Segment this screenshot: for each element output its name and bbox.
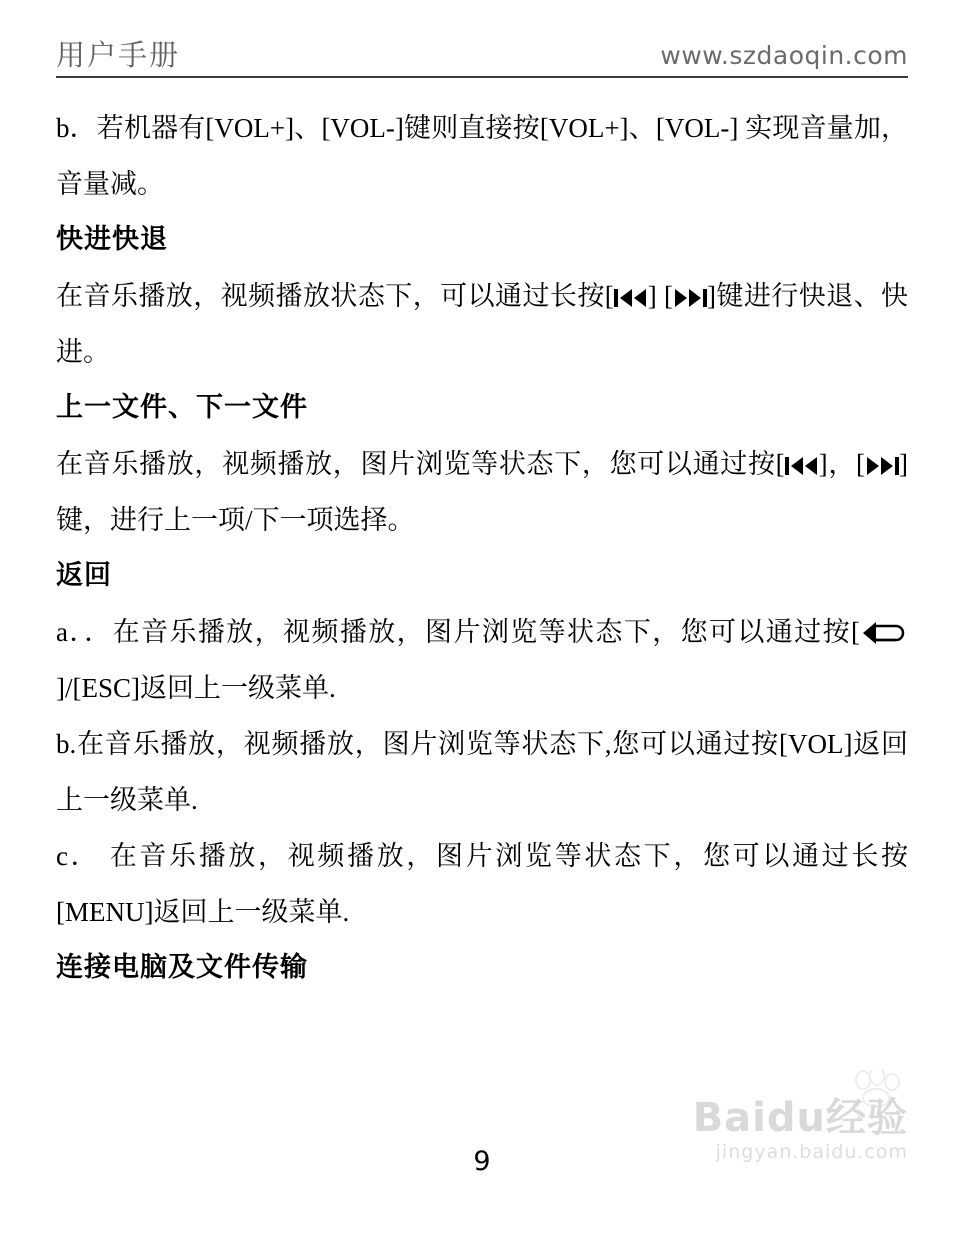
paragraph-text-before: a．．在音乐播放，视频播放，图片浏览等状态下，您可以通过按 [56,617,851,647]
next-track-icon [865,456,899,476]
previous-track-icon [785,456,819,476]
page-header-title: 用户手册 [56,38,181,72]
paragraph-return-b: b.在音乐播放，视频播放，图片浏览等状态下,您可以通过按[VOL]返回上一级菜单. [56,729,908,815]
paragraph-text-before: 在音乐播放，视频播放状态下，可以通过长按 [56,281,605,311]
page-header [56,0,908,76]
paragraph-text-after: 键进行快退、快进。 [56,281,909,367]
heading-fast-forward-rewind: 快进快退 [56,224,168,255]
back-arrow-icon [860,622,908,644]
header-divider [56,76,908,78]
watermark-main-text: Baidu经验 [692,1095,908,1141]
fast-forward-icon [673,288,707,308]
heading-prev-next-file: 上一文件、下一文件 [56,392,308,423]
paragraph-text-after: /[ESC]返回上一级菜单. [65,673,336,703]
paragraph-prev-next-file: 在音乐播放，视频播放，图片浏览等状态下，您可以通过按[ ]，[ ]键，进行上一项/下一项选择。 [56,449,908,535]
paragraph-text-after: 键，进行上一项/下一项选择。 [56,505,415,535]
paragraph-return-c: c． 在音乐播放，视频播放，图片浏览等状态下，您可以通过长按[MENU]返回上一级菜单. [56,841,908,927]
paragraph-fast-forward-rewind: 在音乐播放，视频播放状态下，可以通过长按[ ] [ ]键进行快退、快进。 [56,281,909,367]
paragraph-vol: b．若机器有[VOL+]、[VOL-]键则直接按[VOL+]、[VOL-] 实现音量加，音量减。 [56,113,908,199]
paw-icon [854,1070,900,1108]
watermark-sub-text: jingyan.baidu.com [715,1141,908,1163]
page-header-url: www.szdaoqin.com [660,41,908,70]
rewind-icon [614,288,648,308]
heading-connect-pc-file-transfer: 连接电脑及文件传输 [56,952,308,983]
page-content [56,100,908,996]
paragraph-text-before: 在音乐播放，视频播放，图片浏览等状态下，您可以通过按 [56,449,776,479]
page-number: 9 [473,1146,491,1177]
heading-return: 返回 [56,560,112,591]
paragraph-return-a: a．．在音乐播放，视频播放，图片浏览等状态下，您可以通过按[ ]/[ESC]返回上一级菜单. [56,604,908,716]
